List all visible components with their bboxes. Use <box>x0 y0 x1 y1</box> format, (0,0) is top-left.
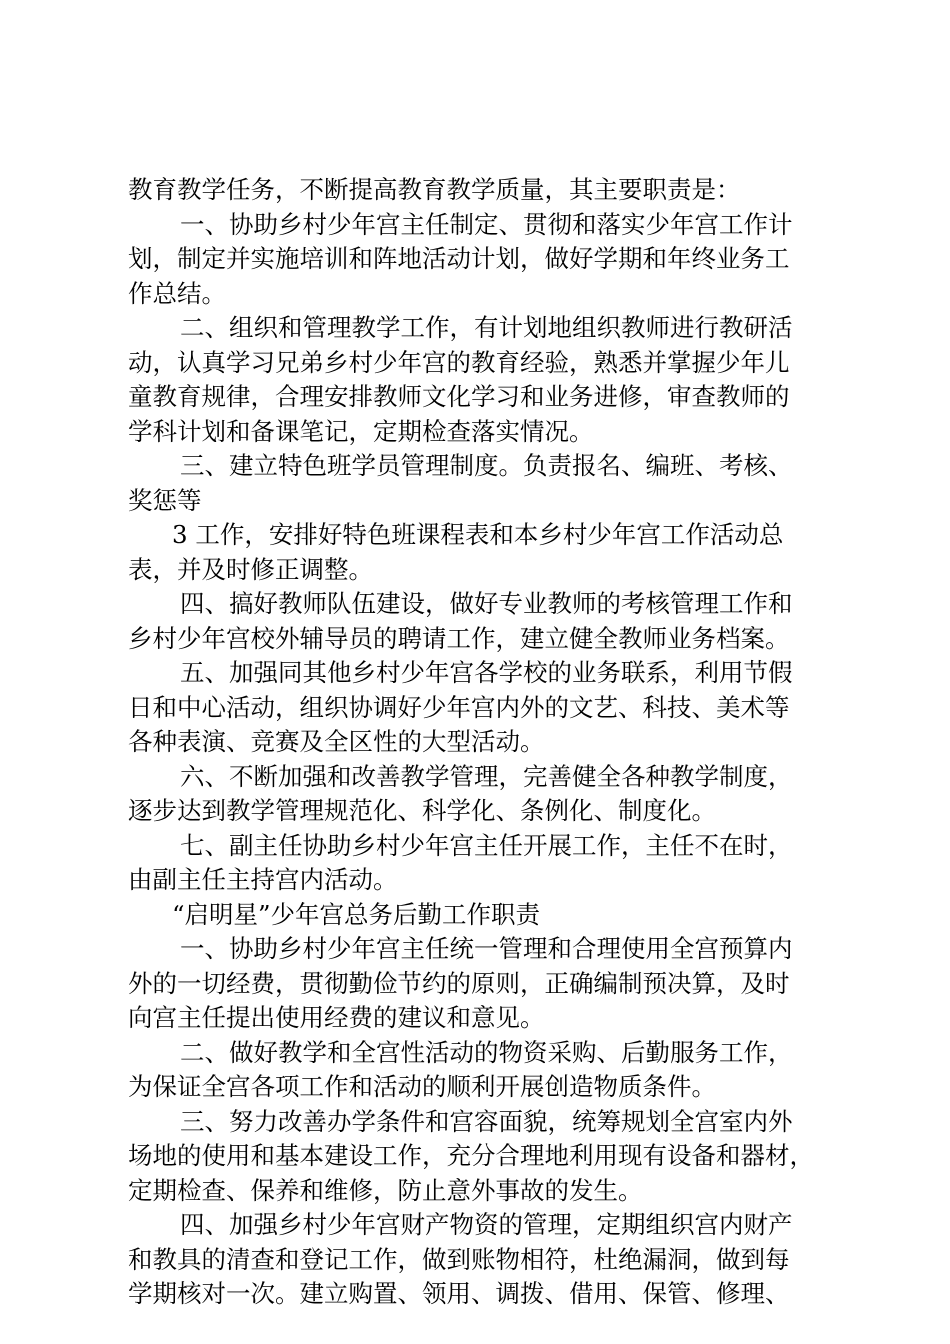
text-line: 向宫主任提出使用经费的建议和意见。 <box>128 1003 545 1032</box>
text-line: 三、建立特色班学员管理制度。负责报名、编班、考核、 <box>180 451 793 480</box>
document-page <box>128 173 840 1312</box>
text-line: 乡村少年宫校外辅导员的聘请工作，建立健全教师业务档案。 <box>128 623 790 653</box>
text-line: 七、副主任协助乡村少年宫主任开展工作，主任不在时， <box>180 830 793 860</box>
text-line: 五、加强同其他乡村少年宫各学校的业务联系，利用节假 <box>180 658 793 687</box>
text-line: 外的一切经费，贯彻勤俭节约的原则，正确编制预决算，及时 <box>128 968 790 998</box>
text-line: 四、搞好教师队伍建设，做好专业教师的考核管理工作和 <box>180 589 793 618</box>
text-line: 学期核对一次。建立购置、领用、调拨、借用、保管、修理、 <box>128 1279 790 1308</box>
text-line: 作总结。 <box>128 278 226 308</box>
text-line: 一、协助乡村少年宫主任统一管理和合理使用全宫预算内 <box>180 934 793 963</box>
text-line: 学科计划和备课笔记，定期检查落实情况。 <box>128 416 594 446</box>
text-line: 日和中心活动，组织协调好少年宫内外的文艺、科技、美术等 <box>128 692 790 722</box>
text-line: 动，认真学习兄弟乡村少年宫的教育经验，熟悉并掌握少年儿 <box>128 347 790 377</box>
text-line: 为保证全宫各项工作和活动的顺利开展创造物质条件。 <box>128 1072 716 1101</box>
text-line: 场地的使用和基本建设工作，充分合理地利用现有设备和器材， <box>128 1141 814 1170</box>
text-line: 二、组织和管理教学工作，有计划地组织教师进行教研活 <box>180 313 793 342</box>
text-line: 六、不断加强和改善教学管理，完善健全各种教学制度， <box>180 761 793 791</box>
text-line: 四、加强乡村少年宫财产物资的管理，定期组织宫内财产 <box>180 1210 793 1239</box>
text-line: 表，并及时修正调整。 <box>128 554 373 584</box>
text-line: 划，制定并实施培训和阵地活动计划，做好学期和年终业务工 <box>128 244 790 273</box>
text-line: 奖惩等 <box>128 485 202 515</box>
text-line: 三、努力改善办学条件和宫容面貌，统筹规划全宫室内外 <box>180 1106 793 1136</box>
text-line: 童教育规律，合理安排教师文化学习和业务进修，审查教师的 <box>128 382 790 411</box>
text-line: 由副主任主持宫内活动。 <box>128 865 398 894</box>
text-line: 和教具的清查和登记工作，做到账物相符，杜绝漏洞，做到每 <box>128 1244 790 1274</box>
text-line: 3 工作，安排好特色班课程表和本乡村少年宫工作活动总 <box>172 520 784 549</box>
text-line: 各种表演、竞赛及全区性的大型活动。 <box>128 727 545 756</box>
text-line: “启明星”少年宫总务后勤工作职责 <box>172 899 541 929</box>
text-line: 一、协助乡村少年宫主任制定、贯彻和落实少年宫工作计 <box>180 209 793 239</box>
text-line: 教育教学任务，不断提高教育教学质量，其主要职责是： <box>128 175 741 204</box>
text-line: 二、做好教学和全宫性活动的物资采购、后勤服务工作， <box>180 1037 793 1067</box>
text-line: 定期检查、保养和维修，防止意外事故的发生。 <box>128 1175 643 1205</box>
text-line: 逐步达到教学管理规范化、科学化、条例化、制度化。 <box>128 796 716 825</box>
